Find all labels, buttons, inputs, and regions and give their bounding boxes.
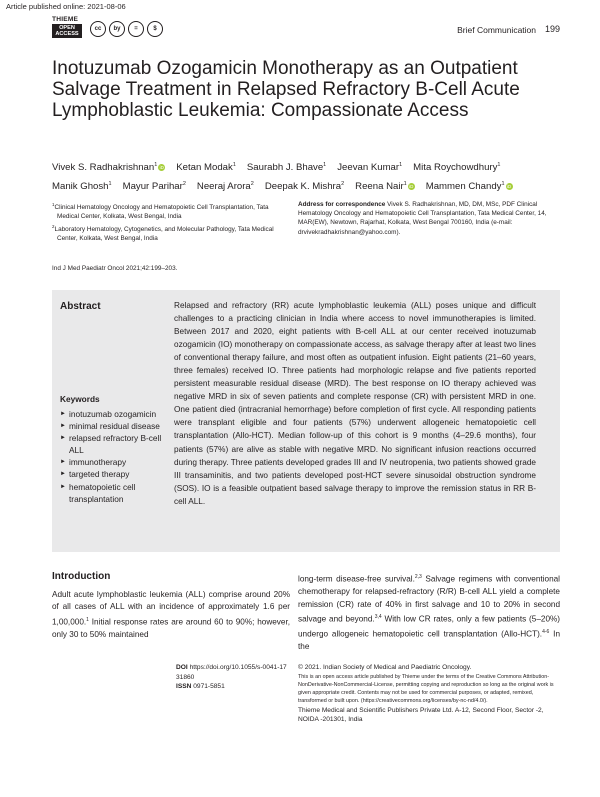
orcid-icon[interactable]: iD [159, 165, 164, 170]
author-list [52, 157, 552, 195]
section-label: Brief Communication [457, 25, 536, 35]
author-name: Mammen Chandy$^1$ iD [425, 181, 512, 192]
nd-icon: = [128, 21, 144, 37]
license-text: This is an open access article published by Thieme under the terms of the Creative Commons Attribution-NonDerivative-NonCommercial-License, permitting copying and reproduction so long as the original work is given appropriate credit. Contents may not be used for commercial purposes, or adapted, remixed, transformed or built upon. (https://creativecommons.org/licenses/by-nc-nd/4.0/). [298, 673, 554, 705]
publication-date: Article published online: 2021-08-06 [6, 2, 126, 11]
abstract-heading: Abstract [60, 301, 101, 312]
copyright-line: © 2021. Indian Society of Medical and Paediatric Oncology. [298, 664, 472, 671]
copyright-block [298, 663, 560, 725]
introduction-heading: Introduction [52, 571, 111, 582]
correspondence-label: Address for correspondence [298, 201, 386, 208]
article-title: Inotuzumab Ozogamicin Monotherapy as an Outpatient Salvage Treatment in Relapsed Refractory B-Cell Acute Lymphoblastic Leukemia: Compassionate Access [52, 58, 520, 121]
affiliation-2: $^2$Laboratory Hematology, Cytogenetics, and Molecular Pathology, Tata Medical Center, Kolkata, West Bengal, India [52, 223, 274, 242]
cc-icon: cc [90, 21, 106, 37]
author-name: Saurabh J. Bhave$^1$ [246, 162, 327, 173]
keywords-heading: Keywords [60, 394, 100, 404]
page-header [52, 16, 560, 42]
publisher-address: Thieme Medical and Scientific Publishers Private Ltd. A-12, Second Floor, Sector -2, NOIDA -201301, India [298, 706, 544, 724]
author-name: Mita Roychowdhury$^1$ [413, 162, 501, 173]
affiliations [52, 200, 282, 243]
keyword-item: ► minimal residual disease [60, 420, 170, 432]
keyword-item: ► inotuzumab ozogamicin [60, 408, 170, 420]
abstract-text: Relapsed and refractory (RR) acute lymphoblastic leukemia (ALL) poses unique and difficult challenges to a practicing clinician in India where access to novel immunotherapies is limited. Between 2017 and 2020, eight patients with B-cell ALL at our center received inotuzumab ozogamicin (IO) monotherapy on compassionate access, as salvage therapy after at least two lines of conventional therapy failure, and most often as outpatient infusion. Eight patients (21–60 years, three females) received IO. Three patients had morphologic relapse and five patients reported persistent measurable residual disease (MRD). The best response on IO therapy achieved was negative MRD in six of seven patients and complete response (CR) with persistent MRD in one. One patient died (intracranial hemorrhage) before completion of first cycle. All responding patients were transplant eligible and four patients (57%) underwent allogeneic hematopoietic cell transplantation (Allo-HCT). Median follow-up of this cohort is 9 months (4–29.6 months), four patients (57%) are alive as stable with negative MRD. No significant infusion reactions occurred during therapy. Three patients developed grades III and IV neutropenia, two patients showed grade III transaminitis, and two patients developed post-HCT severe sinusoidal obstruction syndrome (SOS). IO is a feasible outpatient based salvage therapy to improve the remission status in RR B-cell ALL. [174, 301, 536, 506]
introduction-text-left: Adult acute lymphoblastic leukemia (ALL) comprise around 20% of all cases of ALL with an incidence of approximately 1.6 per 1,00,000.$^1$ Initial response rates are around 60 to 90%; however, only 30 to 50% maintained [52, 590, 290, 639]
orcid-icon[interactable]: iD [506, 184, 512, 189]
author-name: Mayur Parihar$^2$ [122, 181, 186, 192]
issn-value: 0971-5851 [193, 683, 225, 691]
correspondence-text: Vivek S. Radhakrishnan, MD, DM, MSc, PDF Clinical Hematology Oncology and Hematopoietic Cell Transplantation, Tata Medical Center, 14, MAR(EW), Newtown, Rajarhat, Kolkata, West Bengal 700160, India (e-mail: drvivekradhakrishnan@yahoo.com). [298, 201, 547, 236]
introduction-text-right: long-term disease-free survival.$^{2,3}$ Salvage regimens with conventional chemotherapy for relapsed-refractory (R/R) B-cell ALL yield a complete remission (CR) rate of 40% in first salvage and 10 to 20% in second salvage and beyond.$^{3,4}$ With low CR rates, only a few patients (5–20%) undergo allogeneic hematopoietic cell transplantation (Allo-HCT).$^{4-6}$ In the [298, 574, 560, 652]
keyword-item: ► relapsed refractory B-cell ALL [60, 432, 170, 456]
keyword-list [60, 408, 170, 505]
page-number: 199 [544, 24, 560, 34]
citation: Ind J Med Paediatr Oncol 2021;42:199–203. [52, 265, 178, 272]
author-name: Reena Nair$^1$ iD [355, 181, 414, 192]
author-name: Manik Ghosh$^1$ [52, 181, 112, 192]
by-icon: by [109, 21, 125, 37]
doi-block: DOI https://doi.org/10.1055/s-0041-1731860 ISSN 0971-5851 [176, 664, 287, 691]
keyword-item: ► hematopoietic cell transplantation [60, 481, 170, 505]
nc-icon: $ [147, 21, 163, 37]
author-name: Jeevan Kumar$^1$ [337, 162, 403, 173]
abstract-box [52, 290, 560, 552]
doi-link[interactable]: https://doi.org/10.1055/s-0041-1731860 [176, 664, 287, 681]
author-name: Ketan Modak$^1$ [176, 162, 236, 173]
author-name: Deepak K. Mishra$^2$ [264, 181, 345, 192]
keyword-item: ► immunotherapy [60, 456, 170, 468]
affiliation-1: $^1$Clinical Hematology Oncology and Hematopoietic Cell Transplantation, Tata Medical Center, Kolkata, West Bengal, India [52, 202, 269, 221]
correspondence [298, 200, 560, 237]
thieme-open-access-logo [52, 16, 84, 40]
license-icons [90, 21, 163, 37]
open-access-label: OPEN ACCESS [52, 24, 82, 38]
orcid-icon[interactable]: iD [409, 184, 414, 189]
keyword-item: ► targeted therapy [60, 468, 170, 480]
publisher-name: THIEME [52, 16, 79, 23]
author-name: Vivek S. Radhakrishnan$^1$ iD [52, 162, 164, 173]
author-name: Neeraj Arora$^2$ [196, 181, 254, 192]
